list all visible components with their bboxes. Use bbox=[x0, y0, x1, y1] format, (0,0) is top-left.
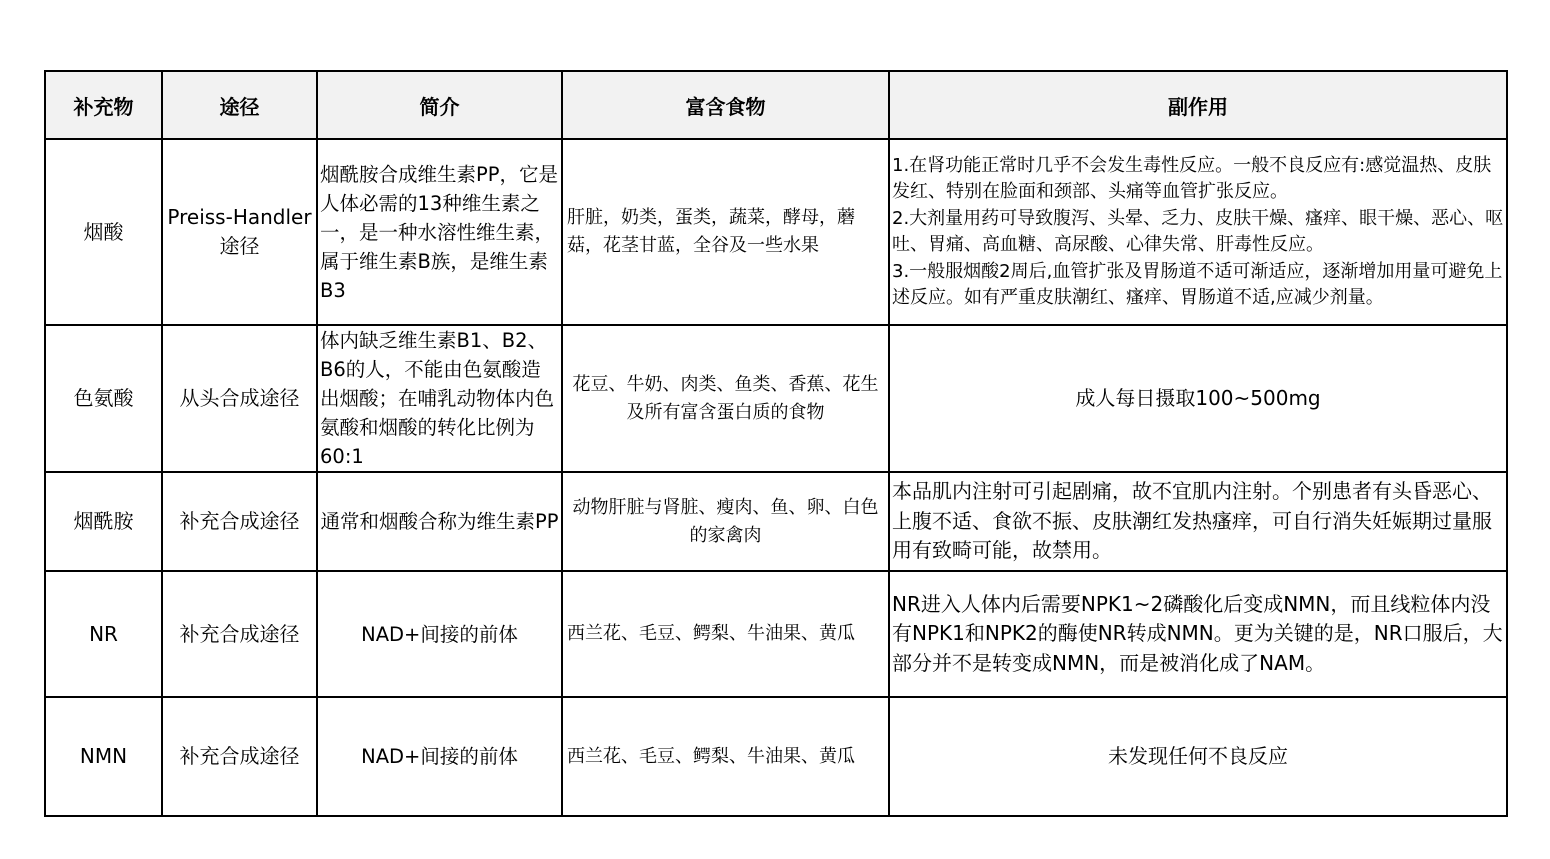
foods-cell: 动物肝脏与肾脏、瘦肉、鱼、卵、白色的家禽肉 bbox=[562, 472, 889, 571]
table-row bbox=[45, 571, 1507, 697]
supplement-name: 烟酸 bbox=[45, 139, 162, 325]
foods-cell: 肝脏，奶类，蛋类，蔬菜，酵母，蘑菇，花茎甘蓝，全谷及一些水果 bbox=[562, 139, 889, 325]
supplement-name: 色氨酸 bbox=[45, 325, 162, 472]
intro-cell: NAD+间接的前体 bbox=[317, 571, 562, 697]
side-effects-cell: 未发现任何不良反应 bbox=[889, 697, 1507, 816]
table-row bbox=[45, 139, 1507, 325]
header-supplement: 补充物 bbox=[45, 71, 162, 139]
side-effect-item: 3.一般服烟酸2周后,血管扩张及胃肠道不适可渐适应，逐渐增加用量可避免上述反应。如有严重皮肤潮红、瘙痒、胃肠道不适,应减少剂量。 bbox=[892, 260, 1503, 308]
pathway-cell: 补充合成途径 bbox=[162, 697, 317, 816]
table-row bbox=[45, 697, 1507, 816]
header-side-effects: 副作用 bbox=[889, 71, 1507, 139]
pathway-cell: 从头合成途径 bbox=[162, 325, 317, 472]
pathway-cell: 补充合成途径 bbox=[162, 472, 317, 571]
side-effects-cell: 本品肌内注射可引起剧痛，故不宜肌内注射。个别患者有头昏恶心、上腹不适、食欲不振、皮肤潮红发热瘙痒，可自行消失妊娠期过量服用有致畸可能，故禁用。 bbox=[889, 472, 1507, 571]
intro-cell: 体内缺乏维生素B1、B2、B6的人，不能由色氨酸造出烟酸；在哺乳动物体内色氨酸和烟酸的转化比例为60:1 bbox=[317, 325, 562, 472]
supplement-name: NR bbox=[45, 571, 162, 697]
foods-cell: 西兰花、毛豆、鳄梨、牛油果、黄瓜 bbox=[562, 571, 889, 697]
table-row bbox=[45, 472, 1507, 571]
side-effect-item: 1.在肾功能正常时几乎不会发生毒性反应。一般不良反应有:感觉温热、皮肤发红、特别在脸面和颈部、头痛等血管扩张反应。 bbox=[892, 154, 1492, 202]
header-intro: 简介 bbox=[317, 71, 562, 139]
supplement-comparison-table bbox=[44, 70, 1508, 817]
intro-cell: NAD+间接的前体 bbox=[317, 697, 562, 816]
foods-cell: 西兰花、毛豆、鳄梨、牛油果、黄瓜 bbox=[562, 697, 889, 816]
header-row bbox=[45, 71, 1507, 139]
side-effect-item: 2.大剂量用药可导致腹泻、头晕、乏力、皮肤干燥、瘙痒、眼干燥、恶心、呕吐、胃痛、高血糖、高尿酸、心律失常、肝毒性反应。 bbox=[892, 207, 1504, 255]
supplement-name: 烟酰胺 bbox=[45, 472, 162, 571]
pathway-cell: 补充合成途径 bbox=[162, 571, 317, 697]
intro-cell: 烟酰胺合成维生素PP，它是人体必需的13种维生素之一，是一种水溶性维生素，属于维生素B族，是维生素B3 bbox=[317, 139, 562, 325]
intro-cell: 通常和烟酸合称为维生素PP bbox=[317, 472, 562, 571]
side-effects-cell: 成人每日摄取100~500mg bbox=[889, 325, 1507, 472]
foods-cell: 花豆、牛奶、肉类、鱼类、香蕉、花生及所有富含蛋白质的食物 bbox=[562, 325, 889, 472]
header-pathway: 途径 bbox=[162, 71, 317, 139]
pathway-cell: Preiss-Handler途径 bbox=[162, 139, 317, 325]
header-foods: 富含食物 bbox=[562, 71, 889, 139]
side-effects-cell: NR进入人体内后需要NPK1~2磷酸化后变成NMN，而且线粒体内没有NPK1和NPK2的酶使NR转成NMN。更为关键的是，NR口服后，大部分并不是转变成NMN，而是被消化成了NAM。 bbox=[889, 571, 1507, 697]
supplement-name: NMN bbox=[45, 697, 162, 816]
table-row bbox=[45, 325, 1507, 472]
side-effects-cell bbox=[889, 139, 1507, 325]
